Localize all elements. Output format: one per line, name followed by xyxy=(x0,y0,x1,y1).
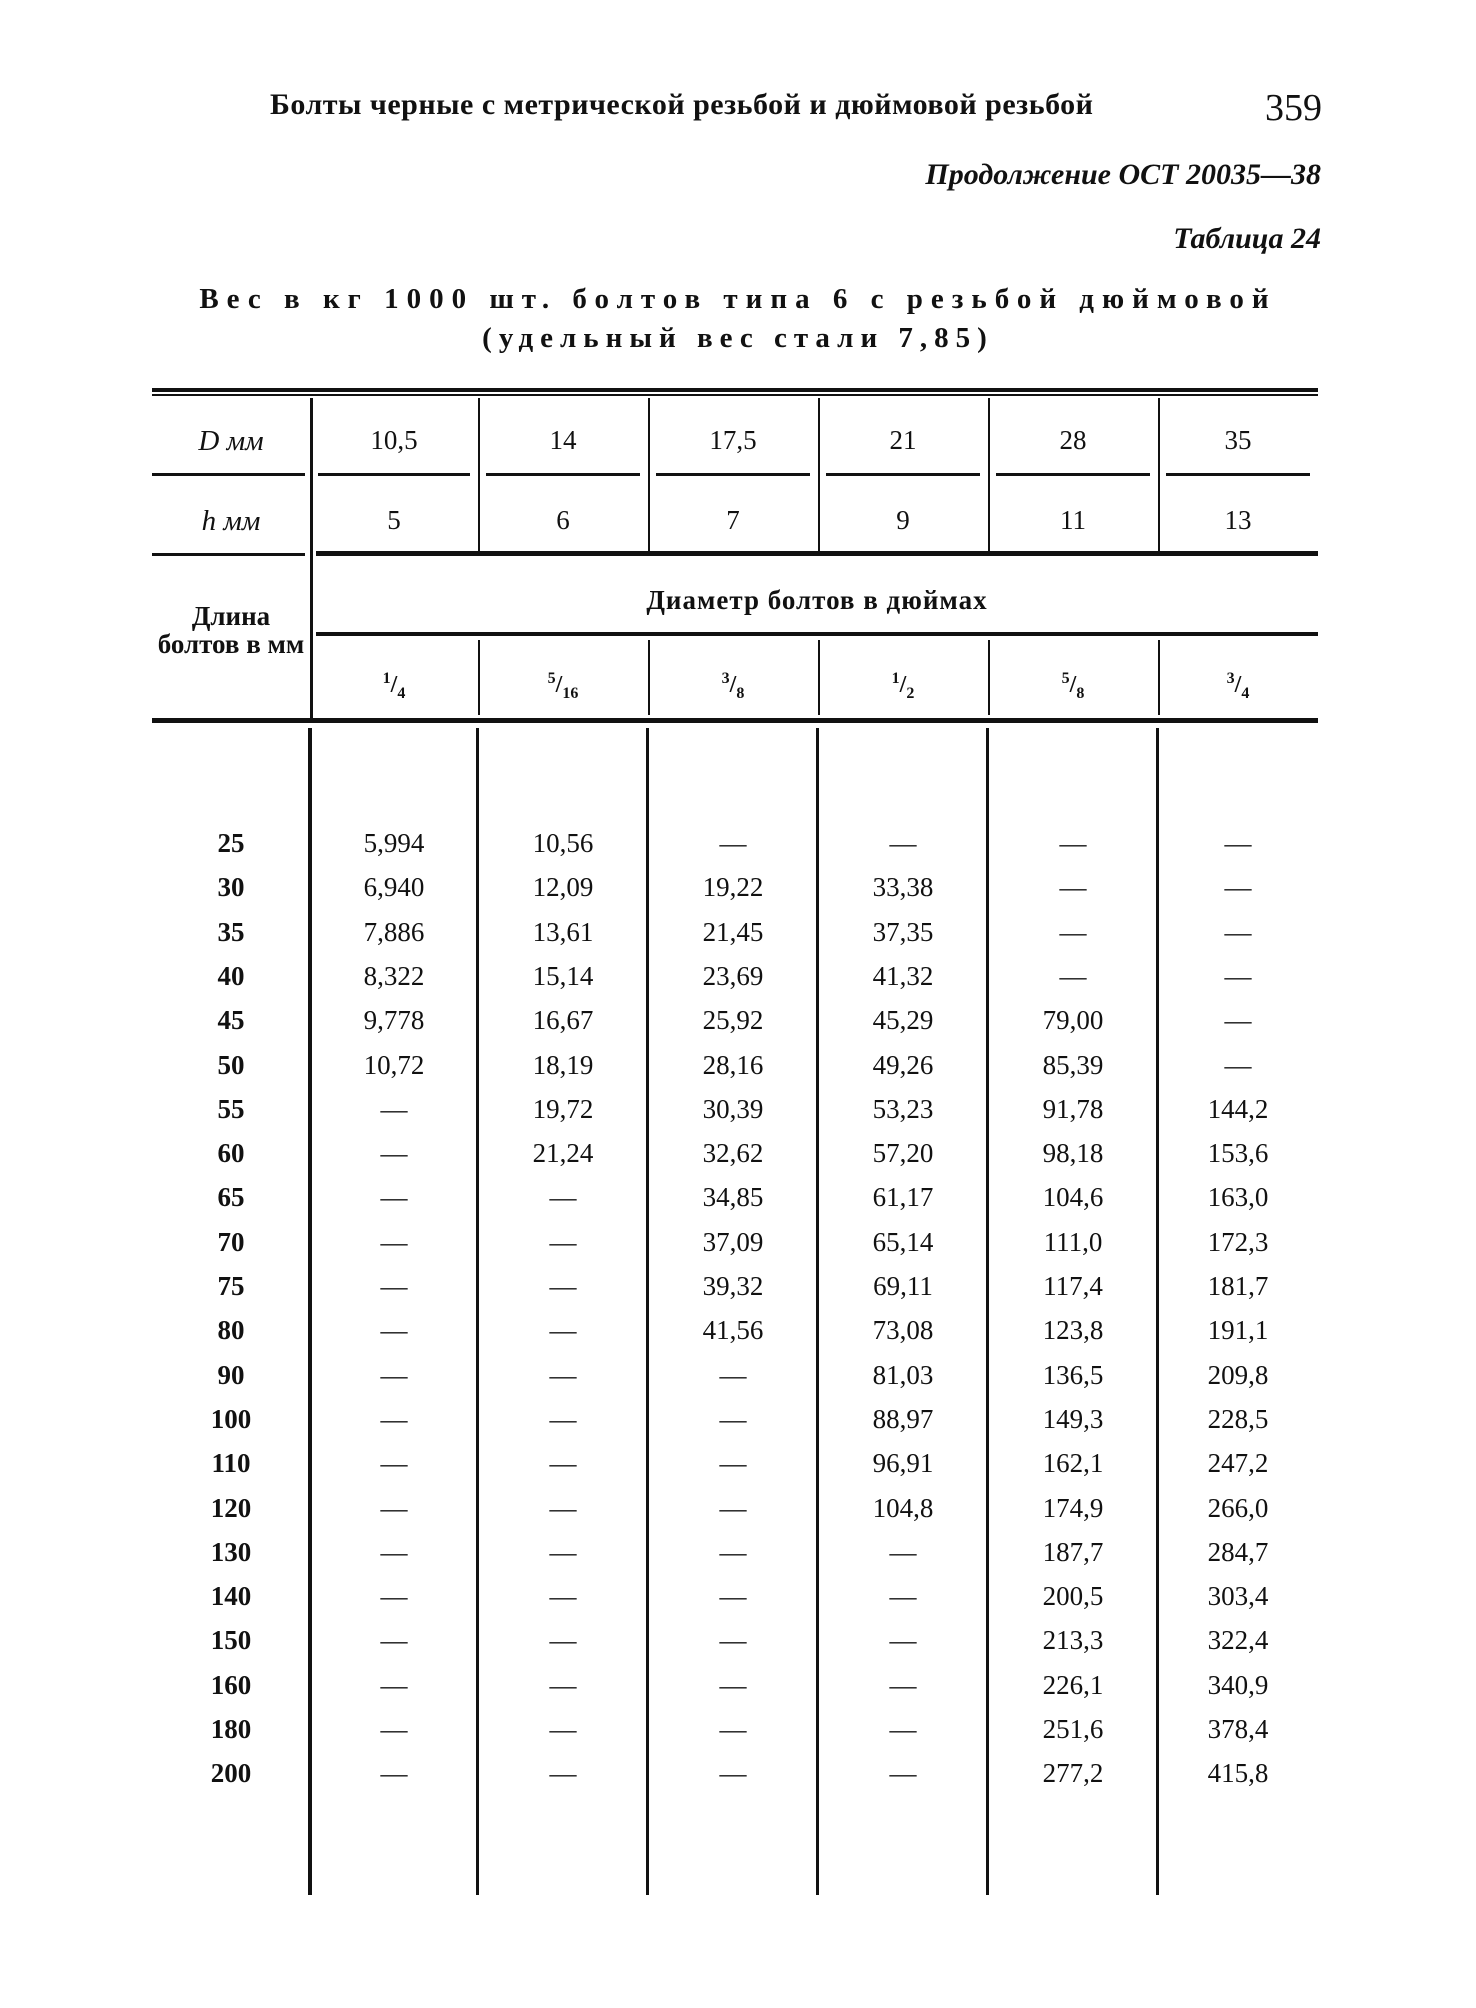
weight-value: — xyxy=(380,1094,408,1124)
fraction-slash: / xyxy=(1234,672,1242,698)
weight-value: — xyxy=(549,1227,577,1257)
weight-value: — xyxy=(549,1493,577,1523)
weight-value: — xyxy=(380,1227,408,1257)
weight-value: 10,72 xyxy=(363,1050,425,1080)
header-span-rule xyxy=(316,632,1318,636)
D-value: 21 xyxy=(889,425,917,455)
weight-value: 69,11 xyxy=(873,1271,933,1301)
weight-value: — xyxy=(719,1581,747,1611)
h-value: 11 xyxy=(1060,505,1086,535)
weight-value: 284,7 xyxy=(1207,1537,1269,1567)
weight-value: — xyxy=(1059,917,1087,947)
fraction-numerator: 5 xyxy=(547,670,556,687)
row-label-D: D мм xyxy=(198,425,264,457)
weight-value: — xyxy=(549,1758,577,1788)
weight-value: 81,03 xyxy=(872,1360,934,1390)
weight-value: — xyxy=(549,1360,577,1390)
weight-value: — xyxy=(549,1404,577,1434)
weight-value: — xyxy=(889,1670,917,1700)
weight-value: 7,886 xyxy=(363,917,425,947)
table-number: Таблица 24 xyxy=(1173,222,1321,255)
length-value: 100 xyxy=(210,1404,252,1434)
fraction-slash: / xyxy=(899,672,907,698)
weight-value: — xyxy=(549,1448,577,1478)
weight-value: 61,17 xyxy=(872,1182,934,1212)
weight-value: 19,22 xyxy=(702,872,764,902)
weight-value: 6,940 xyxy=(363,872,425,902)
weight-value: 53,23 xyxy=(872,1094,934,1124)
weight-value: 41,32 xyxy=(872,961,934,991)
weight-value: 73,08 xyxy=(872,1315,934,1345)
weight-value: 21,24 xyxy=(532,1138,594,1168)
header-bottom-rule xyxy=(152,718,1318,723)
column-rule xyxy=(1158,398,1160,552)
weight-value: 41,56 xyxy=(702,1315,764,1345)
h-value: 9 xyxy=(896,505,910,535)
h-value: 6 xyxy=(556,505,570,535)
length-value: 65 xyxy=(217,1182,245,1212)
length-value: 140 xyxy=(210,1581,252,1611)
weight-value: — xyxy=(549,1581,577,1611)
weight-value: 37,09 xyxy=(702,1227,764,1257)
length-value: 45 xyxy=(217,1005,245,1035)
diameter-header: Диаметр болтов в дюймах xyxy=(646,585,988,615)
length-value: 50 xyxy=(217,1050,245,1080)
weight-value: — xyxy=(889,1758,917,1788)
weight-value: — xyxy=(889,828,917,858)
weight-value: 5,994 xyxy=(363,828,425,858)
weight-value: — xyxy=(380,1448,408,1478)
column-rule xyxy=(478,398,480,552)
fraction-slash: / xyxy=(555,672,563,698)
length-value: 120 xyxy=(210,1493,252,1523)
weight-value: — xyxy=(889,1714,917,1744)
weight-value: 39,32 xyxy=(702,1271,764,1301)
weight-value: 91,78 xyxy=(1042,1094,1104,1124)
row-separator xyxy=(486,473,640,476)
row-label-h: h мм xyxy=(201,505,261,537)
fraction-denominator: 8 xyxy=(1076,684,1085,702)
column-rule xyxy=(648,640,650,715)
D-value: 17,5 xyxy=(709,425,757,455)
weight-value: — xyxy=(549,1271,577,1301)
weight-value: 18,19 xyxy=(532,1050,594,1080)
h-value: 13 xyxy=(1224,505,1252,535)
weight-value: 33,38 xyxy=(872,872,934,902)
weight-value: 88,97 xyxy=(872,1404,934,1434)
stub-column-rule xyxy=(310,552,313,718)
column-rule xyxy=(988,640,990,715)
weight-value: 12,09 xyxy=(532,872,594,902)
column-rule xyxy=(648,398,650,552)
header-rule-thick xyxy=(316,551,1318,556)
weight-value: — xyxy=(719,1625,747,1655)
weight-value: 209,8 xyxy=(1207,1360,1269,1390)
weight-value: — xyxy=(380,1670,408,1700)
row-separator xyxy=(152,473,305,476)
weight-value: 30,39 xyxy=(702,1094,764,1124)
weight-value: — xyxy=(889,1581,917,1611)
weight-value: — xyxy=(1059,828,1087,858)
table-top-rule-thin xyxy=(152,394,1318,396)
weight-value: — xyxy=(380,1315,408,1345)
weight-value: 13,61 xyxy=(532,917,594,947)
weight-value: 49,26 xyxy=(872,1050,934,1080)
h-value: 5 xyxy=(387,505,401,535)
weight-value: — xyxy=(1059,872,1087,902)
weight-value: 378,4 xyxy=(1207,1714,1269,1744)
fraction-slash: / xyxy=(390,672,398,698)
fraction-slash: / xyxy=(729,672,737,698)
weight-value: — xyxy=(1224,917,1252,947)
weight-value: 32,62 xyxy=(702,1138,764,1168)
weight-value: — xyxy=(719,1448,747,1478)
length-value: 35 xyxy=(217,917,245,947)
inch-fraction xyxy=(310,670,478,703)
weight-value: 187,7 xyxy=(1042,1537,1104,1567)
column-rule xyxy=(988,398,990,552)
fraction-numerator: 3 xyxy=(721,670,730,687)
length-value: 60 xyxy=(217,1138,245,1168)
weight-value: — xyxy=(1224,961,1252,991)
fraction-denominator: 4 xyxy=(1241,684,1250,702)
length-value: 75 xyxy=(217,1271,245,1301)
table-caption: Вес в кг 1000 шт. болтов типа 6 с резьбой дюймовой xyxy=(199,283,1277,315)
weight-value: 191,1 xyxy=(1207,1315,1269,1345)
row-separator xyxy=(152,553,305,556)
stub-label: Длина болтов в мм xyxy=(157,601,305,659)
fraction-denominator: 4 xyxy=(397,684,406,702)
weight-value: 136,5 xyxy=(1042,1360,1104,1390)
inch-fraction xyxy=(988,670,1158,703)
table-top-rule xyxy=(152,388,1318,392)
D-value: 28 xyxy=(1059,425,1087,455)
length-value: 40 xyxy=(217,961,245,991)
D-value: 35 xyxy=(1224,425,1252,455)
fraction-slash: / xyxy=(1069,672,1077,698)
weight-value: — xyxy=(719,828,747,858)
page-number: 359 xyxy=(1265,87,1322,129)
weight-value: 28,16 xyxy=(702,1050,764,1080)
weight-value: — xyxy=(380,1404,408,1434)
weight-value: 123,8 xyxy=(1042,1315,1104,1345)
length-value: 180 xyxy=(210,1714,252,1744)
length-value: 130 xyxy=(210,1537,252,1567)
weight-value: 340,9 xyxy=(1207,1670,1269,1700)
weight-value: 23,69 xyxy=(702,961,764,991)
weight-value: — xyxy=(380,1758,408,1788)
weight-value: — xyxy=(380,1537,408,1567)
length-value: 80 xyxy=(217,1315,245,1345)
weight-value: 104,8 xyxy=(872,1493,934,1523)
weight-value: — xyxy=(719,1404,747,1434)
weight-value: — xyxy=(1224,872,1252,902)
weight-value: — xyxy=(719,1537,747,1567)
weight-value: 172,3 xyxy=(1207,1227,1269,1257)
weight-value: — xyxy=(889,1625,917,1655)
weight-value: — xyxy=(889,1537,917,1567)
weight-value: 34,85 xyxy=(702,1182,764,1212)
weight-value: 277,2 xyxy=(1042,1758,1104,1788)
weight-value: 226,1 xyxy=(1042,1670,1104,1700)
length-value: 150 xyxy=(210,1625,252,1655)
weight-value: 162,1 xyxy=(1042,1448,1104,1478)
length-value: 110 xyxy=(211,1448,251,1478)
row-separator xyxy=(318,473,470,476)
weight-value: 144,2 xyxy=(1207,1094,1269,1124)
weight-value: 251,6 xyxy=(1042,1714,1104,1744)
weight-value: 21,45 xyxy=(702,917,764,947)
weight-value: — xyxy=(719,1360,747,1390)
weight-value: — xyxy=(380,1493,408,1523)
fraction-numerator: 5 xyxy=(1061,670,1070,687)
weight-value: 37,35 xyxy=(872,917,934,947)
fraction-denominator: 16 xyxy=(562,684,579,702)
weight-value: — xyxy=(549,1315,577,1345)
weight-value: — xyxy=(719,1714,747,1744)
weight-value: 9,778 xyxy=(363,1005,425,1035)
weight-value: 19,72 xyxy=(532,1094,594,1124)
length-value: 160 xyxy=(210,1670,252,1700)
weight-value: — xyxy=(380,1360,408,1390)
D-value: 14 xyxy=(549,425,577,455)
weight-value: — xyxy=(719,1493,747,1523)
weight-value: 181,7 xyxy=(1207,1271,1269,1301)
row-separator xyxy=(996,473,1150,476)
weight-value: — xyxy=(719,1758,747,1788)
weight-value: — xyxy=(380,1581,408,1611)
fraction-numerator: 3 xyxy=(1226,670,1235,687)
weight-value: — xyxy=(1224,828,1252,858)
weight-value: 117,4 xyxy=(1043,1271,1103,1301)
weight-value: — xyxy=(380,1138,408,1168)
h-value: 7 xyxy=(726,505,740,535)
D-value: 10,5 xyxy=(370,425,418,455)
inch-fraction xyxy=(1158,670,1318,703)
weight-value: 8,322 xyxy=(363,961,425,991)
length-value: 25 xyxy=(217,828,245,858)
length-value: 90 xyxy=(217,1360,245,1390)
weight-value: 10,56 xyxy=(532,828,594,858)
weight-value: 98,18 xyxy=(1042,1138,1104,1168)
column-rule xyxy=(478,640,480,715)
weight-value: 266,0 xyxy=(1207,1493,1269,1523)
weight-value: 228,5 xyxy=(1207,1404,1269,1434)
running-head: Болты черные с метрической резьбой и дюймовой резьбой xyxy=(270,88,1094,121)
weight-value: 247,2 xyxy=(1207,1448,1269,1478)
weight-value: 322,4 xyxy=(1207,1625,1269,1655)
row-separator xyxy=(656,473,810,476)
length-value: 55 xyxy=(217,1094,245,1124)
fraction-denominator: 8 xyxy=(736,684,745,702)
weight-value: 200,5 xyxy=(1042,1581,1104,1611)
weight-value: 79,00 xyxy=(1042,1005,1104,1035)
weight-value: — xyxy=(1224,1050,1252,1080)
length-value: 30 xyxy=(217,872,245,902)
weight-value: — xyxy=(549,1537,577,1567)
weight-value: 96,91 xyxy=(872,1448,934,1478)
weight-value: — xyxy=(549,1670,577,1700)
table-caption-subtitle: (удельный вес стали 7,85) xyxy=(482,322,994,354)
weight-value: — xyxy=(549,1182,577,1212)
weight-value: 213,3 xyxy=(1042,1625,1104,1655)
weight-value: — xyxy=(380,1182,408,1212)
row-separator xyxy=(1166,473,1310,476)
weight-value: 15,14 xyxy=(532,961,594,991)
weight-value: 104,6 xyxy=(1042,1182,1104,1212)
fraction-numerator: 1 xyxy=(382,670,391,687)
weight-value: 111,0 xyxy=(1043,1227,1103,1257)
continuation-label: Продолжение ОСТ 20035—38 xyxy=(925,158,1321,191)
row-separator xyxy=(826,473,980,476)
weight-value: — xyxy=(1059,961,1087,991)
fraction-denominator: 2 xyxy=(906,684,915,702)
weight-value: 65,14 xyxy=(872,1227,934,1257)
column-rule xyxy=(1158,640,1160,715)
weight-value: — xyxy=(380,1271,408,1301)
weight-value: 85,39 xyxy=(1042,1050,1104,1080)
weight-value: — xyxy=(549,1625,577,1655)
weight-value: — xyxy=(1224,1005,1252,1035)
weight-value: — xyxy=(380,1625,408,1655)
weight-value: 415,8 xyxy=(1207,1758,1269,1788)
weight-value: 163,0 xyxy=(1207,1182,1269,1212)
inch-fraction xyxy=(478,670,648,703)
weight-value: — xyxy=(380,1714,408,1744)
length-value: 200 xyxy=(210,1758,252,1788)
stub-column-rule xyxy=(310,398,313,552)
weight-value: — xyxy=(549,1714,577,1744)
weight-value: 45,29 xyxy=(872,1005,934,1035)
weight-value: 303,4 xyxy=(1207,1581,1269,1611)
inch-fraction xyxy=(648,670,818,703)
fraction-numerator: 1 xyxy=(891,670,900,687)
length-value: 70 xyxy=(217,1227,245,1257)
weight-value: — xyxy=(719,1670,747,1700)
weight-value: 25,92 xyxy=(702,1005,764,1035)
column-rule xyxy=(818,640,820,715)
column-rule xyxy=(818,398,820,552)
weight-value: 16,67 xyxy=(532,1005,594,1035)
weight-value: 57,20 xyxy=(872,1138,934,1168)
weight-value: 153,6 xyxy=(1207,1138,1269,1168)
weight-value: 174,9 xyxy=(1042,1493,1104,1523)
weight-value: 149,3 xyxy=(1042,1404,1104,1434)
inch-fraction xyxy=(818,670,988,703)
